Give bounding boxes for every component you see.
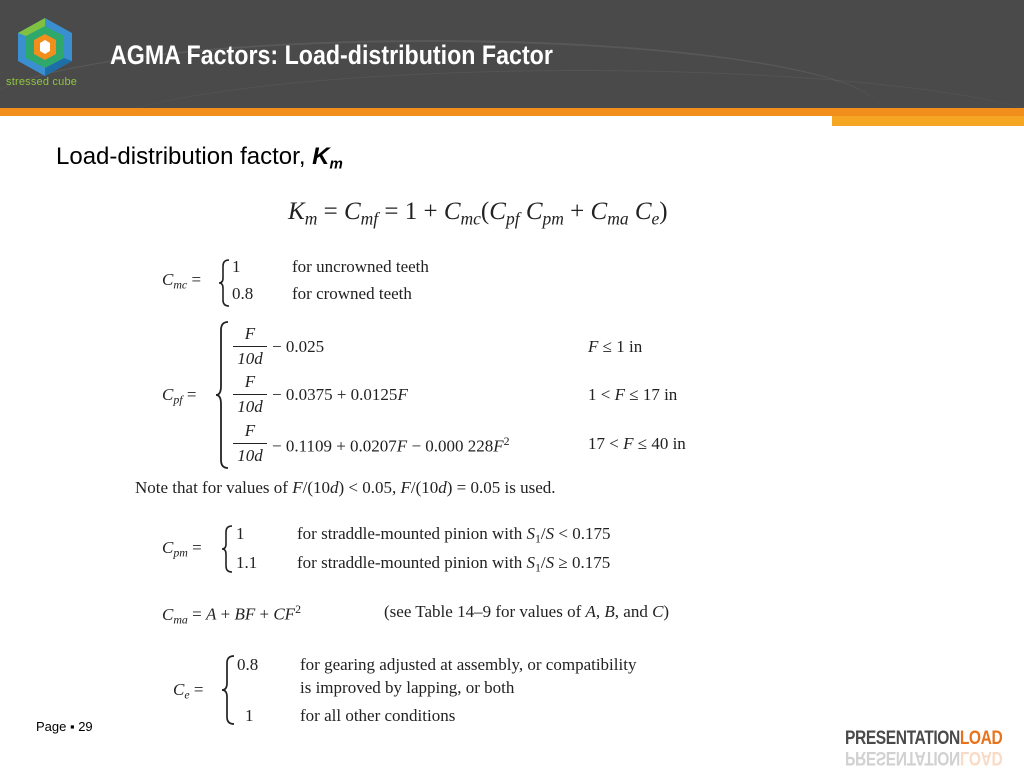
cpm-lhs: $C_{pm}$ = bbox=[162, 538, 202, 560]
cpf-case-1-expr: − 0.025 bbox=[272, 337, 325, 356]
main-equation: $K_m = C_{mf} = 1 + C_{mc}(C_{pf}$ $C_{pm} + C_{ma}$ $C_e$) bbox=[288, 198, 668, 229]
cpf-case-2-expr: − 0.0375 + 0.0125F bbox=[272, 385, 408, 404]
cpm-brace bbox=[220, 524, 234, 574]
cpm-case-2-value: 1.1 bbox=[236, 553, 258, 572]
header-bar bbox=[0, 0, 1024, 108]
cpf-frac-1: F 10d bbox=[233, 324, 267, 369]
cpf-case-3-condition: 17 < F ≤ 40 in bbox=[588, 434, 686, 453]
cpm-case-1-condition: for straddle-mounted pinion with $S_1/S < 0.175$ bbox=[297, 524, 611, 546]
logo-text: stressed cube bbox=[6, 76, 78, 88]
ce-case-2-condition: for all other conditions bbox=[300, 706, 456, 725]
cpf-brace bbox=[214, 320, 230, 470]
brand-logo-reflection: PRESENTATIONLOAD bbox=[845, 747, 1003, 768]
cma-note: (see Table 14–9 for values of A, B, and C) bbox=[384, 602, 670, 621]
cube-logo-icon bbox=[14, 16, 76, 78]
cpm-case-2-condition: for straddle-mounted pinion with $S_1/S \ge 0.175$ bbox=[297, 553, 611, 575]
cmc-lhs: $C_{mc}$ = bbox=[162, 270, 202, 292]
cpm-case-1-value: 1 bbox=[236, 524, 245, 543]
accent-bar bbox=[0, 108, 1024, 116]
cmc-case-2-condition: for crowned teeth bbox=[292, 284, 412, 303]
ce-case-1-value: 0.8 bbox=[237, 655, 259, 674]
cpf-lhs: $C_{pf}$ = bbox=[162, 385, 197, 407]
km-symbol: $K_m$ bbox=[312, 143, 343, 173]
slide-title: AGMA Factors: Load-distribution Factor bbox=[110, 40, 553, 70]
cmc-case-2-value: 0.8 bbox=[232, 284, 254, 303]
ce-case-1-condition-line1: for gearing adjusted at assembly, or compatibility bbox=[300, 655, 637, 674]
accent-bar-right bbox=[832, 116, 1024, 126]
cmc-brace bbox=[217, 258, 231, 308]
cpf-frac-3: F 10d bbox=[233, 421, 267, 466]
ce-case-1-condition-line2: is improved by lapping, or both bbox=[300, 678, 515, 697]
ce-brace bbox=[220, 654, 236, 726]
cpf-note: Note that for values of F/(10d) < 0.05, F/(10d) = 0.05 is used. bbox=[135, 478, 556, 497]
cpf-case-2-condition: 1 < F ≤ 17 in bbox=[588, 385, 678, 404]
cpf-case-3-expr: − 0.1109 + 0.0207F − 0.000 $228F^2$ bbox=[272, 434, 510, 456]
cmc-case-1-condition: for uncrowned teeth bbox=[292, 257, 429, 276]
page-number: Page ▪ 29 bbox=[36, 719, 93, 734]
subtitle-text: Load-distribution factor, bbox=[56, 143, 313, 170]
brand-logo: PRESENTATIONLOAD bbox=[845, 728, 1003, 749]
cpf-frac-2: F 10d bbox=[233, 372, 267, 417]
cma-equation: $C_{ma} = A$ + BF + $CF^2$ bbox=[162, 602, 302, 627]
subtitle bbox=[56, 143, 343, 173]
cpf-case-1-condition: F ≤ 1 in bbox=[588, 337, 643, 356]
ce-case-2-value: 1 bbox=[245, 706, 254, 725]
cmc-case-1-value: 1 bbox=[232, 257, 241, 276]
ce-lhs: $C_e$ = bbox=[173, 680, 204, 702]
